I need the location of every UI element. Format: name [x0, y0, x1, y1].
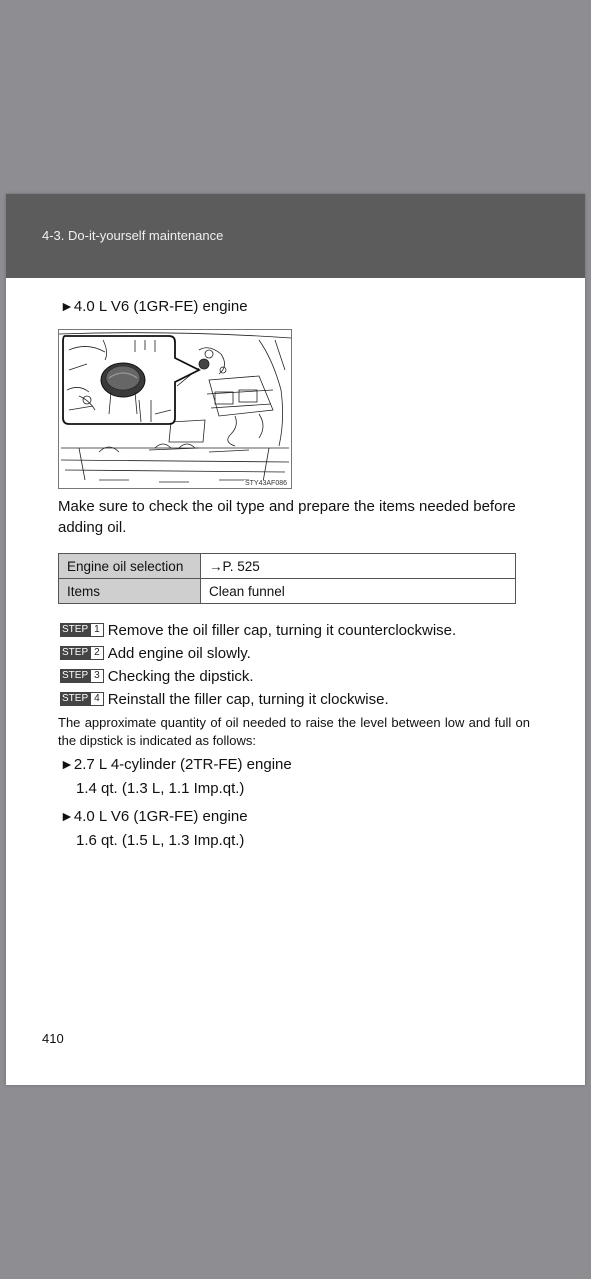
table-cell-value: Clean funnel — [201, 579, 516, 604]
step-badge-number: 1 — [90, 623, 104, 637]
step-badge-word: STEP — [62, 670, 89, 681]
step-text: Add engine oil slowly. — [107, 644, 251, 662]
step-badge — [60, 692, 104, 706]
step-badge-number: 2 — [90, 646, 104, 660]
oil-quantity: 1.6 qt. (1.5 L, 1.3 Imp.qt.) — [76, 832, 245, 849]
triangle-bullet-icon: ► — [60, 756, 74, 772]
step-item — [60, 644, 251, 662]
engine-name: 4.0 L V6 (1GR-FE) engine — [73, 808, 248, 825]
page-number: 410 — [42, 1031, 64, 1046]
table-row — [59, 554, 516, 579]
table-cell-label: Engine oil selection — [59, 554, 201, 579]
step-badge — [60, 669, 104, 683]
step-badge-word: STEP — [62, 624, 89, 635]
engine-heading-text: 4.0 L V6 (1GR-FE) engine — [73, 298, 248, 315]
engine-illustration — [58, 329, 292, 489]
section-title: 4-3. Do-it-yourself maintenance — [42, 228, 224, 243]
items-table — [58, 553, 516, 604]
engine-subheading — [60, 808, 248, 825]
oil-quantity: 1.4 qt. (1.3 L, 1.1 Imp.qt.) — [76, 780, 245, 797]
step-text: Remove the oil filler cap, turning it counterclockwise. — [107, 621, 457, 639]
step-item — [60, 667, 254, 685]
table-cell-label: Items — [59, 579, 201, 604]
step-badge-word: STEP — [62, 693, 89, 704]
step-text: Reinstall the filler cap, turning it clockwise. — [107, 690, 389, 708]
magnified-callout — [63, 336, 199, 424]
step-badge — [60, 623, 104, 637]
engine-subheading — [60, 756, 292, 773]
step-item — [60, 690, 389, 708]
triangle-bullet-icon: ► — [60, 298, 74, 314]
table-cell-value: →P. 525 — [201, 554, 516, 579]
step-badge-number: 4 — [90, 692, 104, 706]
manual-page — [6, 194, 585, 1085]
step-badge — [60, 646, 104, 660]
step-text: Checking the dipstick. — [107, 667, 254, 685]
illustration-code: STY43AF086 — [244, 480, 287, 487]
table-row — [59, 579, 516, 604]
step-badge-number: 3 — [90, 669, 104, 683]
intro-text: Make sure to check the oil type and prepare the items needed before adding oil. — [58, 498, 516, 536]
engine-name: 2.7 L 4-cylinder (2TR-FE) engine — [73, 756, 292, 773]
engine-bay-drawing — [59, 330, 291, 488]
section-header — [6, 194, 585, 278]
engine-heading — [60, 298, 248, 315]
oil-quantity-note: The approximate quantity of oil needed to raise the level between low and full on the dipstick is indicated as follows: — [58, 715, 530, 748]
triangle-bullet-icon: ► — [60, 808, 74, 824]
step-item — [60, 621, 456, 639]
step-badge-word: STEP — [62, 647, 89, 658]
